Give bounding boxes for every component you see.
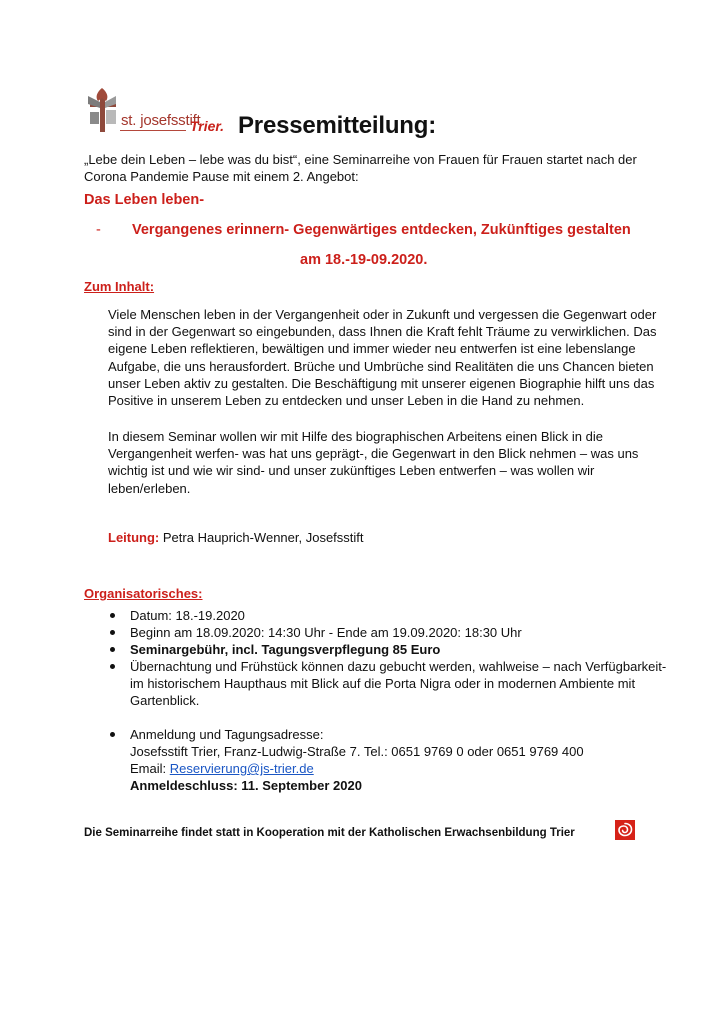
content-heading: Zum Inhalt: xyxy=(84,279,155,294)
email-line xyxy=(130,760,668,777)
leitung-line xyxy=(108,530,364,545)
organisation-list xyxy=(108,607,668,794)
content-paragraph-1: Viele Menschen leben in der Vergangenheit oder in Zukunft und vergessen die Gegenwart oder sind in der Gegenwart so eingebunden, dass Ihnen die Kraft fehlt Träume zu verwirklichen. Das eigene Leben reflektieren, bewältigen und immer wieder neu entwerfen ist eine lebenslange Aufgabe, die uns herausfordert. Brüche und Umbrüche sind Realitäten die uns Chancen bieten unser Leben aktiv zu gestalten. Die Beschäftigung mit unserer eigenen Biographie hilft uns das Positive in unserem Leben zu entdecken und unser Leben in die Hand zu nehmen. xyxy=(108,307,657,409)
page-title: Pressemitteilung: xyxy=(238,112,436,139)
email-label: Email: xyxy=(130,761,170,776)
fee-text: Seminargebühr, incl. Tagungsverpflegung 85 Euro xyxy=(130,642,441,657)
subtitle-dash: - xyxy=(96,222,101,238)
leitung-label: Leitung: xyxy=(108,530,160,545)
list-item-registration xyxy=(108,726,668,794)
header-city: Trier. xyxy=(190,118,224,134)
registration-label: Anmeldung und Tagungsadresse: xyxy=(130,727,324,742)
intro-paragraph: „Lebe dein Leben – lebe was du bist“, eine Seminarreihe von Frauen für Frauen startet nach der Corona Pandemie Pause mit einem 2. Angebot: xyxy=(84,152,637,184)
accommodation-text: Übernachtung und Frühstück können dazu gebucht werden, wahlweise – nach Verfügbarkeit- im historischem Haupthaus mit Blick auf die Porta Nigra oder in modernen Ambiente mit Gartenblick. xyxy=(130,659,667,708)
logo-wordmark: st. josefsstift xyxy=(121,112,201,129)
date-text: Datum: 18.-19.2020 xyxy=(130,608,245,623)
event-subtitle: Vergangenes erinnern- Gegenwärtiges entdecken, Zukünftiges gestalten xyxy=(132,222,631,238)
keb-logo-icon xyxy=(615,820,635,840)
list-item-times xyxy=(108,624,668,641)
content-paragraph-2: In diesem Seminar wollen wir mit Hilfe des biographischen Arbeitens einen Blick in die Vergangenheit werfen- was hat uns geprägt-, die Gegenwart in den Blick nehmen – was uns wichtig ist und wie wir sind- und unser zukünftiges Leben entwerfen – was wollen wir leben/erleben. xyxy=(108,429,639,496)
cooperation-footer: Die Seminarreihe findet statt in Kooperation mit der Katholischen Erwachsenbildung Trier xyxy=(84,827,575,839)
leitung-value: Petra Hauprich-Wenner, Josefsstift xyxy=(162,530,364,545)
organisation-heading: Organisatorisches: xyxy=(84,586,203,601)
times-text: Beginn am 18.09.2020: 14:30 Uhr - Ende am 19.09.2020: 18:30 Uhr xyxy=(130,625,522,640)
event-date: am 18.-19-09.2020. xyxy=(300,252,428,268)
address-text: Josefsstift Trier, Franz-Ludwig-Straße 7. Tel.: 0651 9769 0 oder 0651 9769 400 xyxy=(130,744,584,759)
list-item-fee xyxy=(108,641,668,658)
josefsstift-logo-mark xyxy=(84,86,120,134)
deadline-text: Anmeldeschluss: 11. September 2020 xyxy=(130,778,362,793)
list-item-accommodation xyxy=(108,658,668,709)
email-link[interactable]: Reservierung@js-trier.de xyxy=(169,761,314,776)
event-heading: Das Leben leben- xyxy=(84,192,205,208)
list-item-date xyxy=(108,607,668,624)
logo-underline xyxy=(120,130,186,131)
